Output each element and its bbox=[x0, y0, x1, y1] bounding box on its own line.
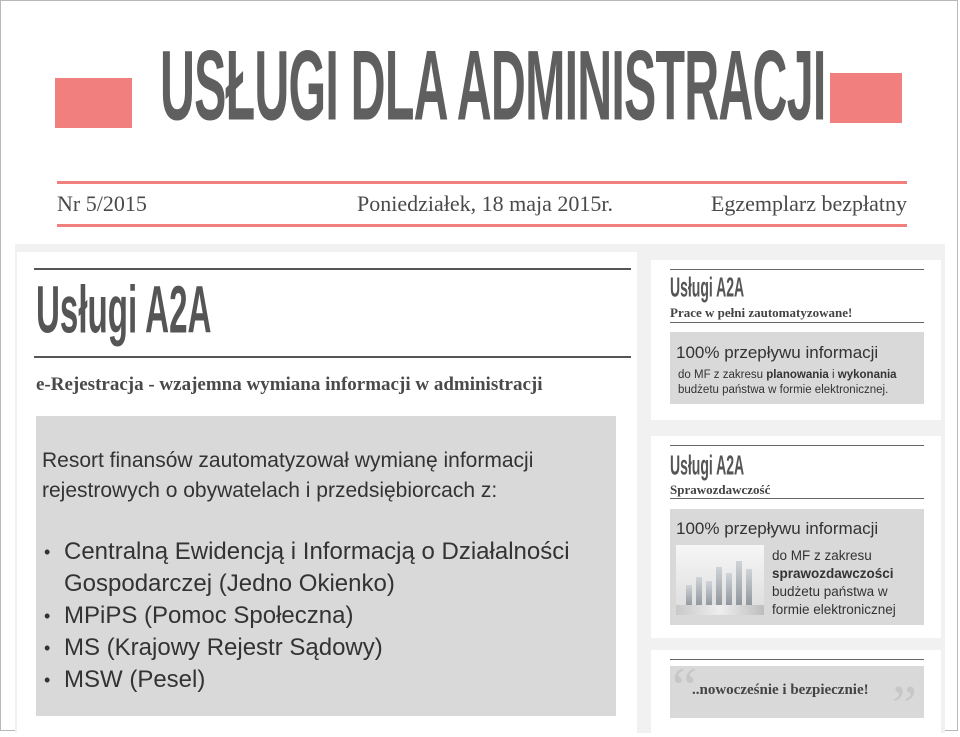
info-box-text: do MF z zakresu planowania i wykonania budżetu państwa w formie elektronicznej. bbox=[678, 369, 897, 396]
article-intro: Resort finansów zautomatyzował wymianę informacji rejestrowych o obywatelach i przedsiębiorcach z: bbox=[42, 449, 534, 502]
card-subtitle: Prace w pełni zautomatyzowane! bbox=[670, 305, 853, 320]
quote-text: ..nowocześnie i bezpiecznie! bbox=[692, 682, 869, 698]
card-rule-top bbox=[670, 659, 924, 660]
card-rule-bottom bbox=[670, 498, 924, 499]
decorative-bar-right bbox=[830, 73, 902, 123]
main-article bbox=[17, 252, 637, 733]
bar-graph-photo-icon bbox=[676, 545, 764, 615]
card-kicker: Usługi A2A bbox=[670, 272, 745, 304]
article-body-box bbox=[36, 416, 616, 716]
article-rule-bottom bbox=[34, 356, 631, 358]
masthead bbox=[0, 30, 960, 150]
decorative-bar-left bbox=[55, 78, 132, 128]
newspaper-title: USŁUGI DLA ADMINISTRACJI bbox=[160, 31, 826, 143]
bullet-icon: • bbox=[44, 670, 51, 690]
issue-number: Nr 5/2015 bbox=[57, 191, 147, 216]
card-subtitle: Sprawozdawczość bbox=[670, 482, 771, 497]
bullet-icon: • bbox=[44, 606, 51, 626]
masthead-rule-top bbox=[57, 181, 907, 184]
info-box-heading: 100% przepływu informacji bbox=[676, 343, 879, 362]
sidebar-card-automation bbox=[651, 260, 941, 420]
list-item: • MSW (Pesel) bbox=[42, 664, 617, 696]
list-item: • MS (Krajowy Rejestr Sądowy) bbox=[42, 632, 617, 664]
card-rule-top bbox=[670, 445, 924, 446]
info-box-text: do MF z zakresu sprawozdawczości budżetu państwa w formie elektronicznej bbox=[772, 548, 896, 617]
sidebar-card-reporting bbox=[651, 436, 941, 638]
quote-open-icon: “ bbox=[672, 657, 697, 719]
copy-note: Egzemplarz bezpłatny bbox=[710, 191, 907, 216]
issue-info-row bbox=[57, 189, 907, 221]
article-bullet-list bbox=[42, 536, 617, 696]
card-rule-bottom bbox=[670, 322, 924, 323]
card-info-box bbox=[670, 509, 924, 625]
card-kicker: Usługi A2A bbox=[670, 450, 745, 482]
sidebar-card-quote bbox=[651, 650, 941, 737]
issue-date: Poniedziałek, 18 maja 2015r. bbox=[357, 191, 613, 216]
bullet-icon: • bbox=[44, 542, 51, 562]
card-info-box bbox=[670, 332, 924, 404]
list-item: • MPiPS (Pomoc Społeczna) bbox=[42, 600, 617, 632]
masthead-rule-bottom bbox=[57, 224, 907, 227]
article-rule-top bbox=[34, 268, 631, 270]
list-item: • Centralną Ewidencją i Informacją o Działalności Gospodarczej (Jedno Okienko) bbox=[44, 538, 570, 597]
quote-close-icon: ” bbox=[892, 675, 917, 737]
info-box-heading: 100% przepływu informacji bbox=[676, 519, 879, 538]
bullet-icon: • bbox=[44, 638, 51, 658]
article-subtitle: e-Rejestracja - wzajemna wymiana informacji w administracji bbox=[36, 374, 543, 395]
quote-box bbox=[670, 657, 924, 737]
article-title: Usługi A2A bbox=[36, 271, 212, 348]
card-rule-top bbox=[670, 269, 924, 270]
